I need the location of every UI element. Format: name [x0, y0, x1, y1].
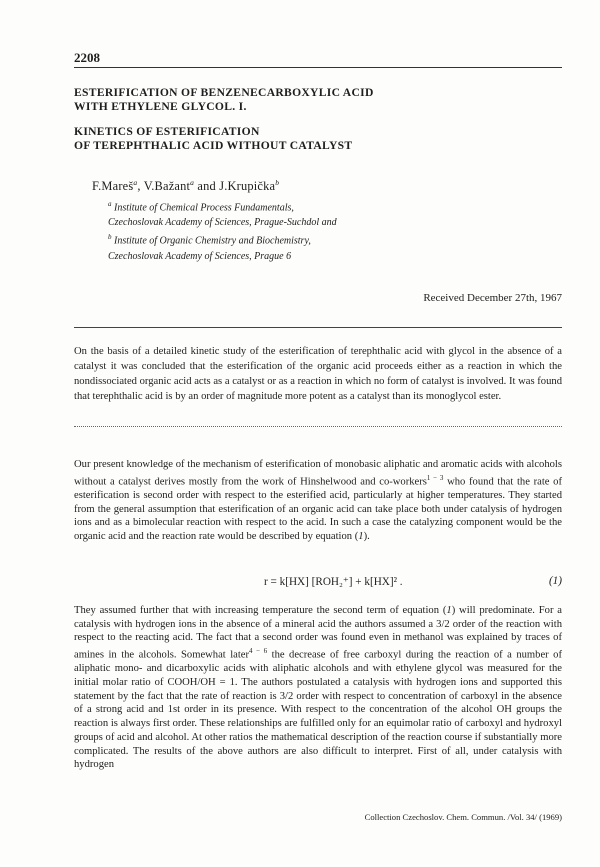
body-paragraph: Our present knowledge of the mechanism of esterification of monobasic aliphatic and aromatic acids with alcohols without a catalyst derives mostly from the work of Hinshelwood and co-workers$^{1 - 3}$ who found that the rate of esterification is second order with respect to the esterified acid, particularly at higher temperatures. They started from the general assumption that esterification of an organic acid can take place both under catalysis of hydrogen ions and as a bimolecular reaction with respect to the acid. In such a case the catalyzing component would be the organic acid and the reaction rate would be described by equation (1).	[74, 459, 562, 543]
author-name: F.Mareš	[92, 179, 134, 194]
affiliation-marker: a	[190, 178, 195, 187]
citation-ref: 4 − 6	[249, 647, 268, 656]
series-title	[74, 86, 562, 114]
author-separator: ,	[137, 179, 144, 194]
abstract-rule-bottom	[74, 426, 562, 427]
abstract: On the basis of a detailed kinetic study of the esterification of terephthalic acid with glycol in the absence of a catalyst it was concluded that the esterification of the organic acid proceeds either as a reaction in which the nondissociated organic acid acts as a catalyst or as a reaction in which no form of catalyst is involved. It was found that terephthalic acid is by an order of magnitude more potent as a catalyst than its monoglycol ester.	[74, 346, 562, 402]
author-name: J.Krupička	[219, 179, 276, 194]
header-rule	[74, 67, 562, 68]
affiliation-line: Czechoslovak Academy of Sciences, Prague 6	[108, 250, 292, 262]
journal-footer: Collection Czechoslov. Chem. Commun. /Vol. 34/ (1969)	[364, 812, 562, 822]
affiliation-line: $^a$ Institute of Chemical Process Fundamentals,	[108, 200, 294, 214]
equation-ref: 1	[358, 531, 364, 543]
author-name: V.Bažant	[143, 179, 191, 194]
author-list	[92, 178, 279, 194]
body-paragraph: They assumed further that with increasing temperature the second term of equation (1) will predominate. For a catalysis with hydrogen ions in the absence of a mineral acid the authors assumed a 3/2 order of the reaction with respect to the reacting acid. The fact that a second order was found even in methanol was explained by traces of amines in the alcohols. Somewhat later$^{4 - 6}$ the decrease of free carboxyl during the reaction of a number of aliphatic mono- and dicarboxylic acids with aliphatic alcohols and with ethylene glycol was measured for the initial molar ratio of COOH/OH = 1. The authors postulated a catalysis with hydrogen ions and supported this statement by the fact that the rate of reaction is 3/2 order with respect to concentration of carboxyl in the absence of a strong acid and 1st order in its presence. With respect to the concentration of the alcohol OH groups the reaction is always first order. These relationships are fulfilled only for an equimolar ratio of carboxyl and hydroxyl groups of acid and alcohol. At other ratios the mathematical description of the reaction course if substantially more complicated. The results of the above authors are also difficult to interpret. First of all, under catalysis with hydrogen	[74, 605, 562, 771]
affiliation-marker: b	[108, 233, 112, 242]
equation-formula: r = k[HX] [ROH₂⁺] + k[HX]² .	[264, 576, 403, 588]
affiliation-marker: b	[275, 178, 280, 187]
paper-title-line: OF TEREPHTHALIC ACID WITHOUT CATALYST	[74, 139, 353, 152]
citation-ref: 1 − 3	[426, 473, 444, 482]
series-title-line: ESTERIFICATION OF BENZENECARBOXYLIC ACID	[74, 86, 374, 99]
series-title-line: WITH ETHYLENE GLYCOL. I.	[74, 100, 247, 113]
page-number: 2208	[74, 50, 100, 65]
author-separator: and	[194, 179, 220, 194]
equation-number: (1)	[548, 575, 562, 587]
paper-title-line: KINETICS OF ESTERIFICATION	[74, 125, 260, 138]
affiliation-marker: a	[108, 200, 112, 208]
affiliation-marker: a	[133, 178, 138, 187]
abstract-rule-top	[74, 327, 562, 328]
affiliation-line: Czechoslovak Academy of Sciences, Prague-Suchdol and	[108, 217, 337, 229]
affiliations	[108, 197, 337, 264]
received-date: Received December 27th, 1967	[423, 292, 562, 304]
paper-title	[74, 125, 562, 153]
equation-ref: 1	[446, 605, 452, 616]
affiliation-line: $^b$ Institute of Organic Chemistry and Biochemistry,	[108, 233, 311, 247]
